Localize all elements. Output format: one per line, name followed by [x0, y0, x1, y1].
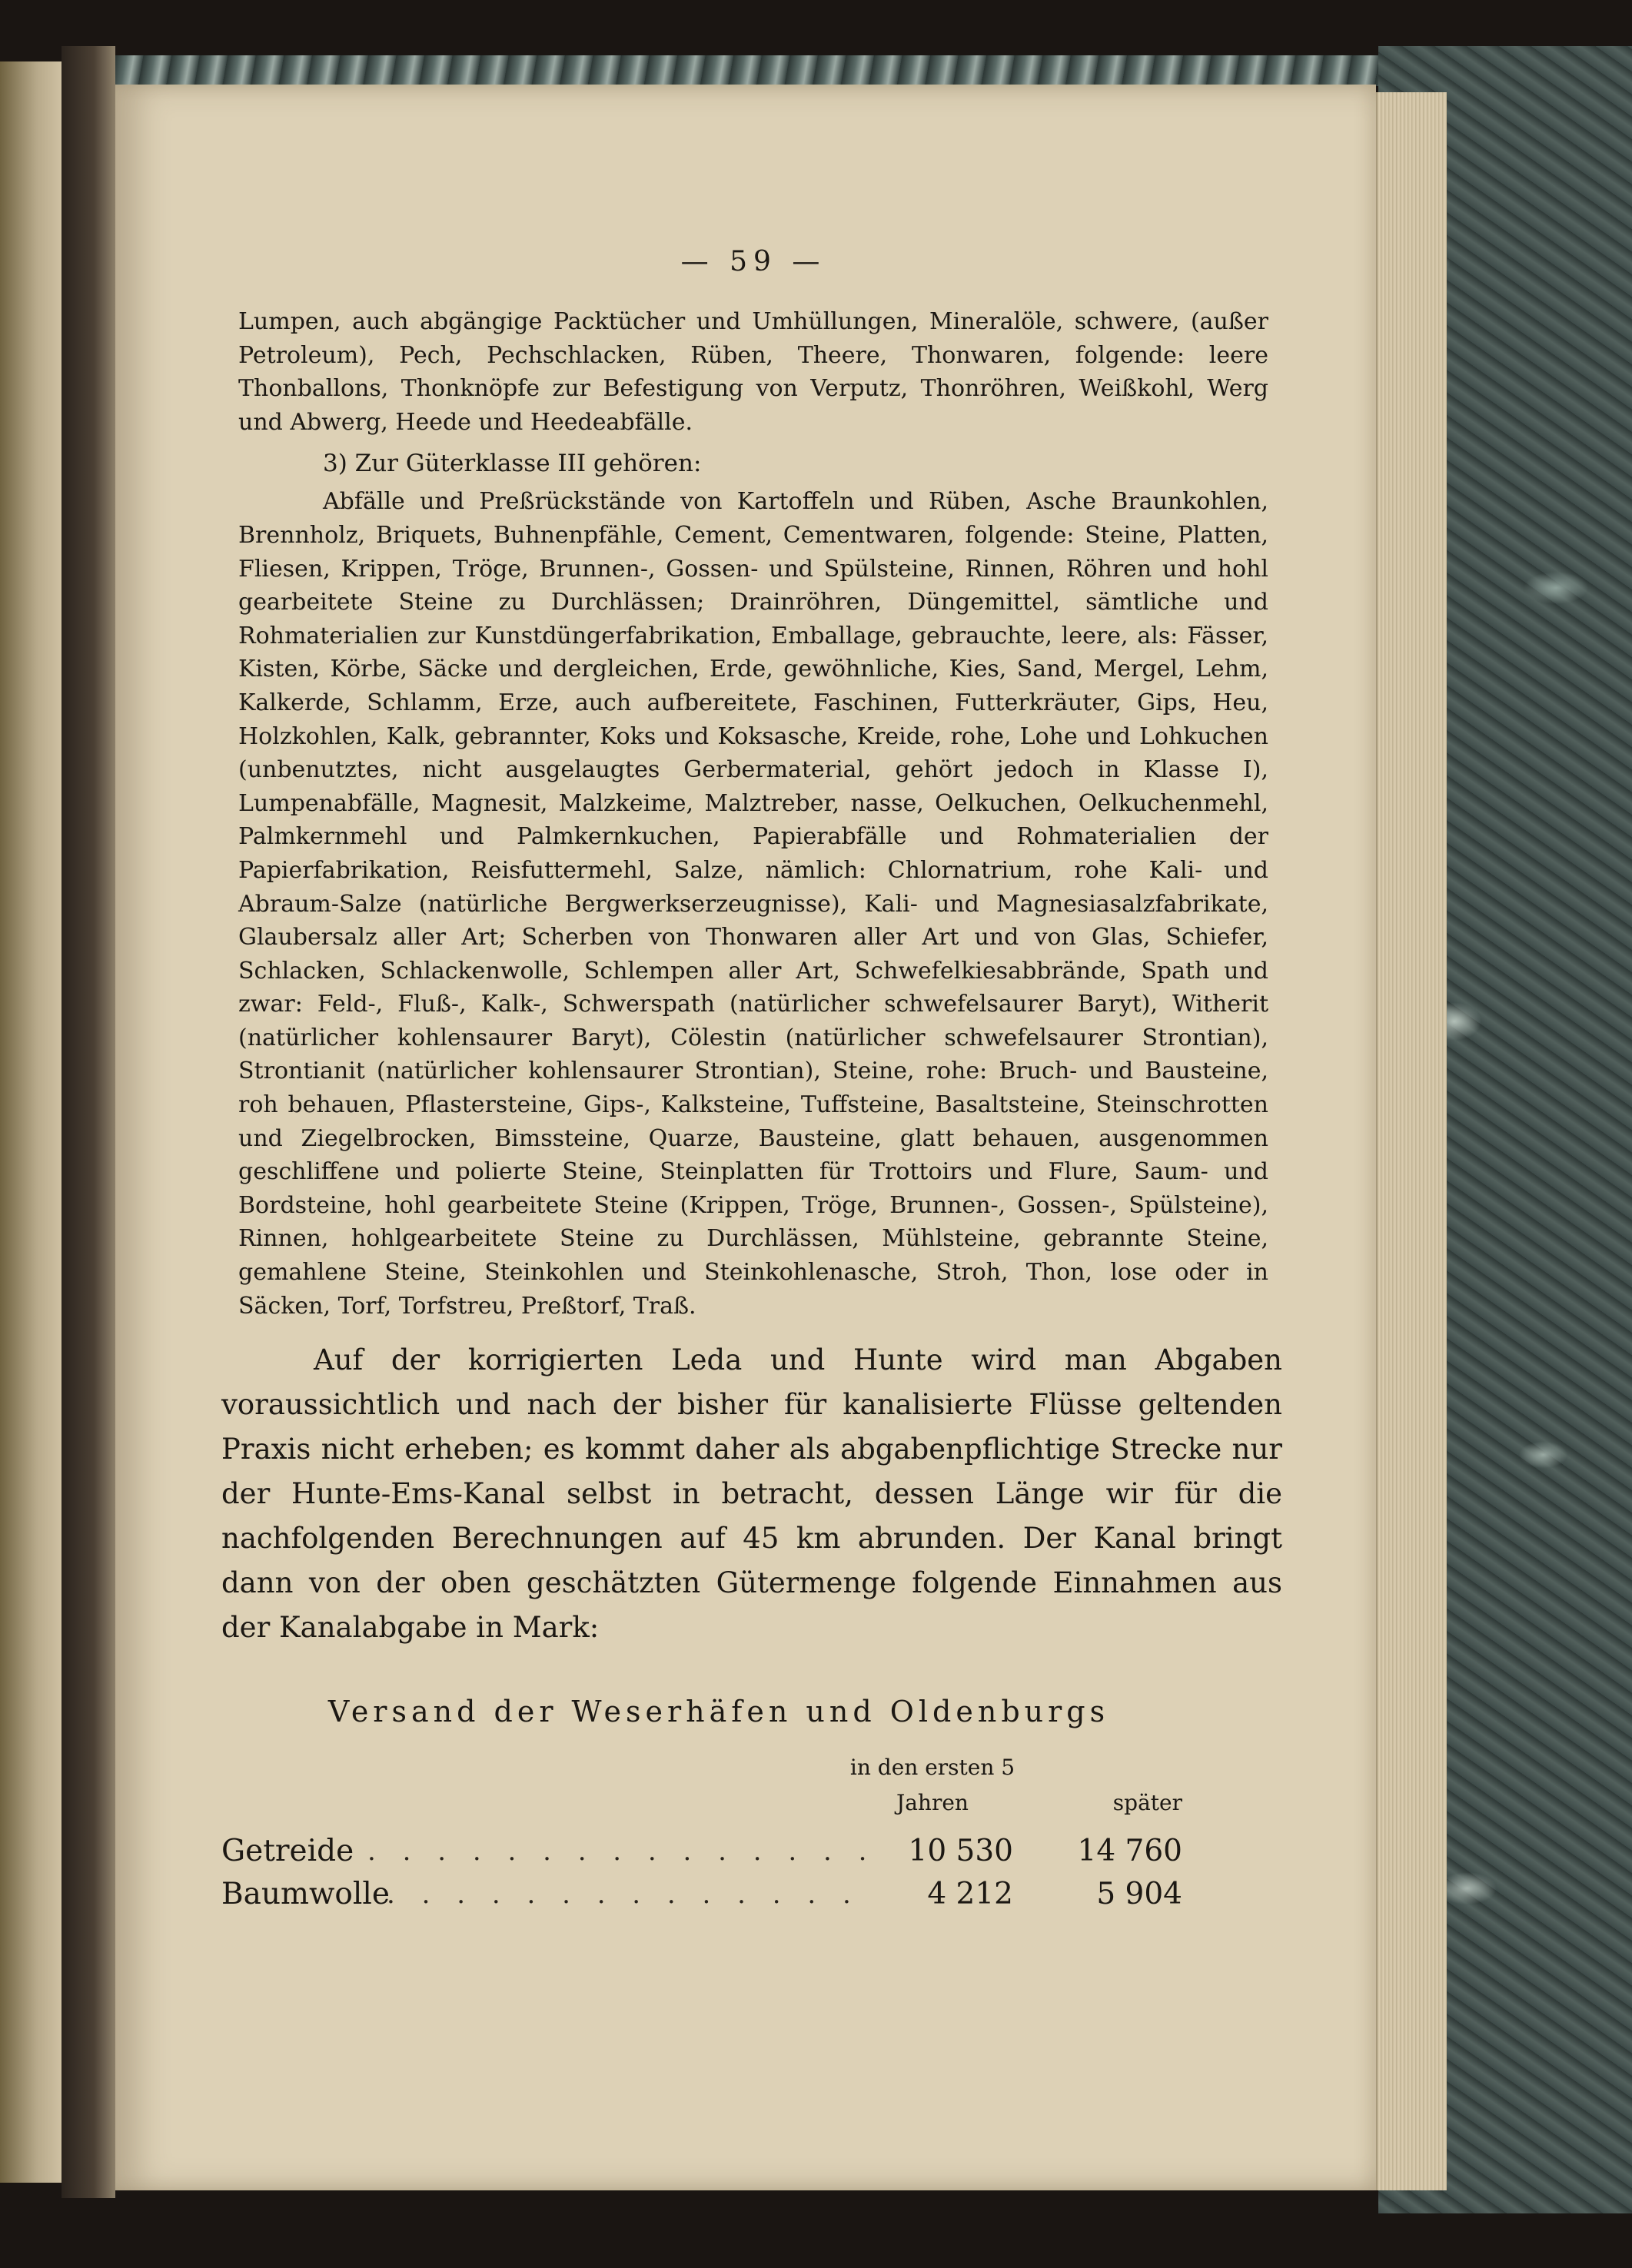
main-paragraph: Auf der korrigierten Leda und Hunte wird man Abgaben voraussichtlich und nach der bisher für kanalisierte Flüsse geltenden Praxis nicht erheben; es kommt daher als abgabenpflichtige Strecke nur der Hunte-Ems-Kanal selbst in betracht, dessen Länge wir für die nachfolgenden Berechnungen auf 45 km abrunden. Der Kanal bringt dann von der oben geschätzten Gütermenge folgende Einnahmen aus der Kanalabgabe in Mark: [221, 1343, 1282, 1645]
page-content [221, 246, 1282, 1916]
page-edges-stack [1376, 92, 1447, 2190]
revenue-table [221, 1750, 1282, 1916]
column-header-later: später [1112, 1790, 1182, 1816]
class-iii-heading: 3) Zur Güterklasse III gehören: [323, 450, 702, 478]
leader-dots: . . . . . . . . . . . . . . . [367, 1836, 876, 1868]
leader-dots: . . . . . . . . . . . . . . [387, 1879, 860, 1911]
table-title: Versand der Weserhäfen und Oldenburgs [327, 1695, 1110, 1729]
book-gutter [61, 46, 115, 2198]
row-value-first: 10 530 [908, 1834, 1013, 1869]
paragraph-continued: Lumpen, auch abgängige Packtücher und Umhüllungen, Mineralöle, schwere, (außer Petroleum), Pech, Pechschlacken, Rüben, Theere, Thonwaren, folgende: leere Thonballons, Thonknöpfe zur Befestigung von Verputz, Thonröhren, Weißkohl, Werg und Abwerg, Heede und Heedeabfälle. [238, 308, 1268, 436]
left-page-edge [0, 61, 61, 2183]
row-value-later: 5 904 [1096, 1877, 1182, 1912]
table-header [221, 1750, 1282, 1830]
page-number: — 59 — [680, 246, 826, 277]
row-value-later: 14 760 [1077, 1834, 1182, 1869]
row-label: Baumwolle [221, 1877, 390, 1912]
marbled-top-edge [115, 55, 1378, 86]
row-label: Getreide [221, 1834, 354, 1869]
table-row [221, 1830, 1282, 1873]
book-page [115, 85, 1376, 2190]
table-row [221, 1873, 1282, 1916]
column-header-first-years: in den ersten 5 Jahren [849, 1755, 1015, 1816]
row-value-first: 4 212 [927, 1877, 1013, 1912]
paragraph-class-iii: Abfälle und Preßrückstände von Kartoffeln und Rüben, Asche Braunkohlen, Brennholz, Briquets, Buhnenpfähle, Cement, Cementwaren, folgende: Steine, Platten, Fliesen, Krippen, Tröge, Brunnen-, Gossen- und Spülsteine, Rinnen, Röhren und hohl gearbeitete Steine zu Durchlässen; Drainröhren, Düngemittel, sämtliche und Rohmaterialien zur Kunstdüngerfabrikation, Emballage, gebrauchte, leere, als: Fässer, Kisten, Körbe, Säcke und dergleichen, Erde, gewöhnliche, Kies, Sand, Mergel, Lehm, Kalkerde, Schlamm, Erze, auch aufbereitete, Faschinen, Futterkräuter, Gips, Heu, Holzkohlen, Kalk, gebrannter, Koks und Koksasche, Kreide, rohe, Lohe und Lohkuchen (unbenutztes, nicht ausgelaugtes Gerbermaterial, gehört jedoch in Klasse I), Lumpenabfälle, Magnesit, Malzkeime, Malztreber, nasse, Oelkuchen, Oelkuchenmehl, Palmkernmehl und Palmkernkuchen, Papierabfälle und Rohmaterialien der Papierfabrikation, Reisfuttermehl, Salze, nämlich: Chlornatrium, rohe Kali- und Abraum-Salze (natürliche Bergwerkserzeugnisse), Kali- und Magnesiasalzfabrikate, Glaubersalz aller Art; Scherben von Thonwaren aller Art und von Glas, Schiefer, Schlacken, Schlackenwolle, Schlempen aller Art, Schwefelkiesabbrände, Spath und zwar: Feld-, Fluß-, Kalk-, Schwerspath (natürlicher schwefelsaurer Baryt), Witherit (natürlicher kohlensaurer Baryt), Cölestin (natürlicher schwefelsaurer Strontian), Strontianit (natürlicher kohlensaurer Strontian), Steine, rohe: Bruch- und Bausteine, roh behauen, Pflastersteine, Gips-, Kalksteine, Tuffsteine, Basaltsteine, Steinschrotten und Ziegelbrocken, Bimssteine, Quarze, Bausteine, glatt behauen, ausgenommen geschliffene und polierte Steine, Steinplatten für Trottoirs und Flure, Saum- und Bordsteine, hohl gearbeitete Steine (Krippen, Tröge, Brunnen-, Gossen-, Spülsteine), Rinnen, hohlgearbeitete Steine zu Durchlässen, Mühlsteine, gebrannte Steine, gemahlene Steine, Steinkohlen und Steinkohlenasche, Stroh, Thon, lose oder in Säcken, Torf, Torfstreu, Preßtorf, Traß. [238, 488, 1268, 1320]
